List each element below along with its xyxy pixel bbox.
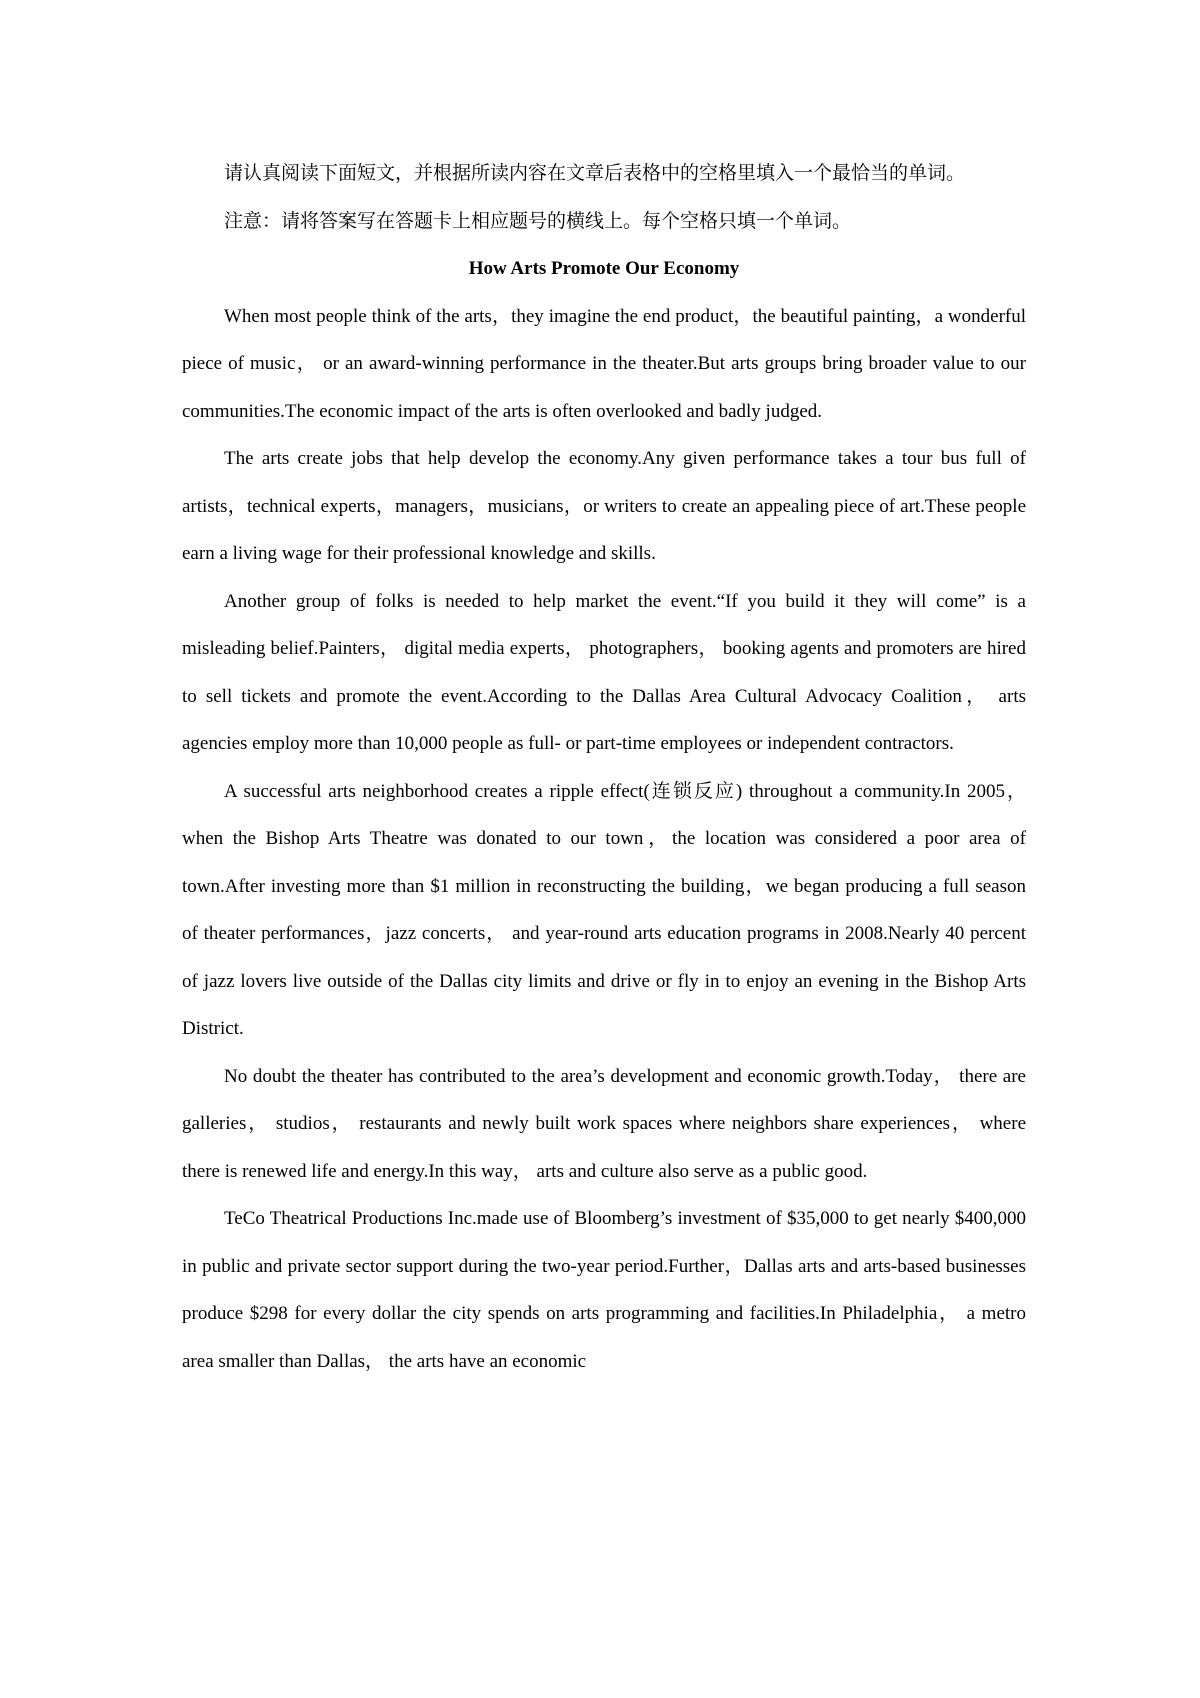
- article-paragraph: A successful arts neighborhood creates a ripple effect(连锁反应) throughout a community.In 2005，when the Bishop Arts Theatre was donated to our town，the location was considered a poor area of town.After investing more than $1 million in reconstructing the building，we began producing a full season of theater performances，jazz concerts， and year-round arts education programs in 2008.Nearly 40 percent of jazz lovers live outside of the Dallas city limits and drive or fly in to enjoy an evening in the Bishop Arts District.: [182, 780, 1026, 1039]
- article-paragraph: Another group of folks is needed to help market the event.“If you build it they will come” is a misleading belief.Painters， digital media experts， photographers， booking agents and promoters are hired to sell tickets and promote the event.According to the Dallas Area Cultural Advocacy Coalition， arts agencies employ more than 10,000 people as full- or part-time employees or independent contractors.: [182, 590, 1026, 754]
- article-paragraph: The arts create jobs that help develop the economy.Any given performance takes a tour bus full of artists，technical experts，managers，musicians，or writers to create an appealing piece of art.These people earn a living wage for their professional knowledge and skills.: [182, 448, 1026, 564]
- article-title: How Arts Promote Our Economy: [468, 258, 740, 279]
- article-paragraph: TeCo Theatrical Productions Inc.made use of Bloomberg’s investment of $35,000 to get nearly $400,000 in public and private sector support during the two-year period.Further，Dallas arts and arts-based businesses produce $298 for every dollar the city spends on arts programming and facilities.In Philadelphia， a metro area smaller than Dallas， the arts have an economic: [182, 1208, 1026, 1372]
- instruction-text: 请认真阅读下面短文，并根据所读内容在文章后表格中的空格里填入一个最恰当的单词。: [224, 163, 966, 184]
- instruction-note: 注意：请将答案写在答题卡上相应题号的横线上。每个空格只填一个单词。: [224, 210, 852, 232]
- article-paragraph: When most people think of the arts，they imagine the end product，the beautiful painting，a wonderful piece of music， or an award-winning performance in the theater.But arts groups bring broader value to our communities.The economic impact of the arts is often overlooked and badly judged.: [182, 305, 1026, 422]
- article-paragraph: No doubt the theater has contributed to the area’s development and economic growth.Today， there are galleries， studios， restaurants and newly built work spaces where neighbors share experiences， where there is renewed life and energy.In this way， arts and culture also serve as a public good.: [182, 1065, 1026, 1182]
- document-page: [182, 150, 1026, 1385]
